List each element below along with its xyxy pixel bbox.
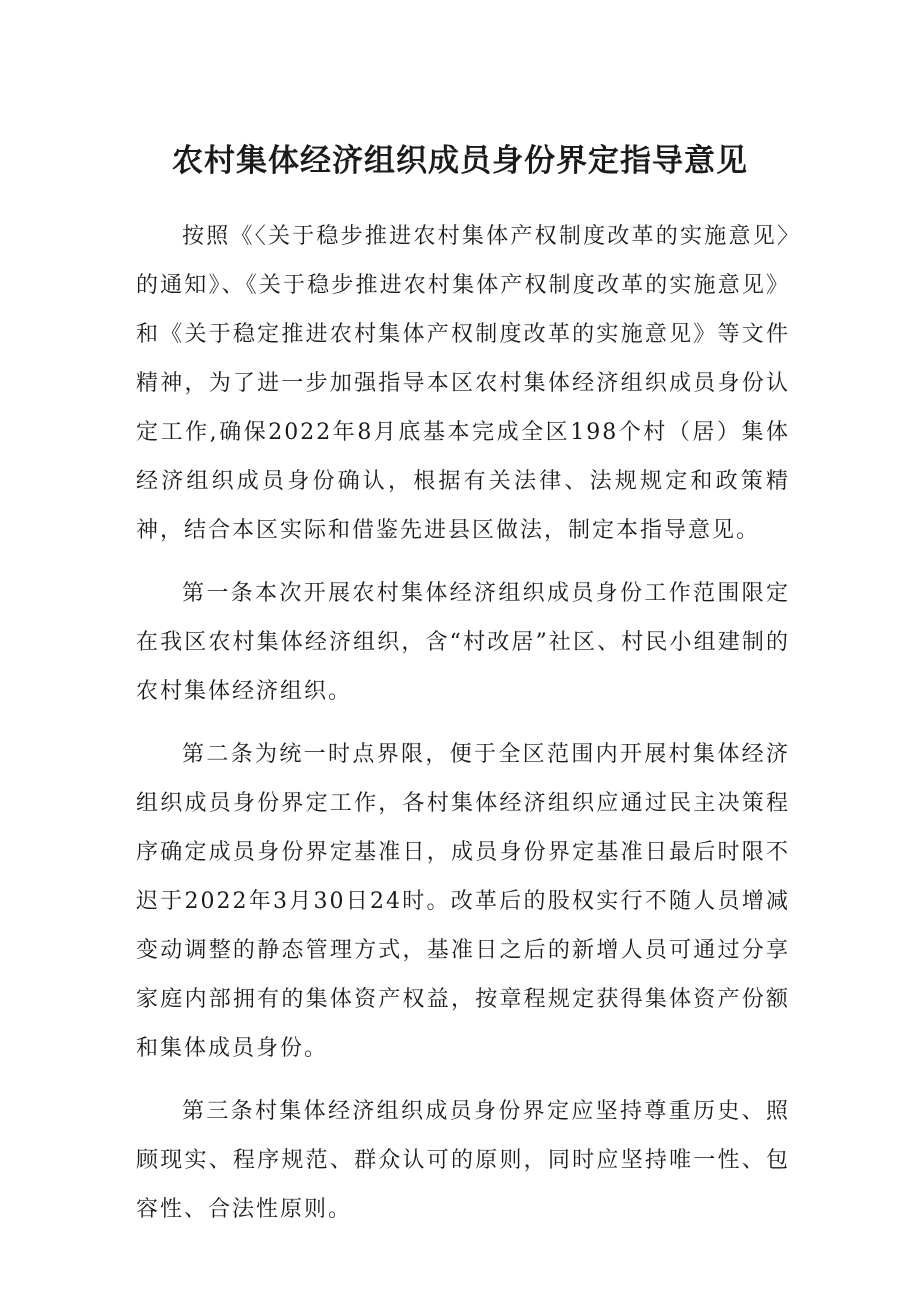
document-title: 农村集体经济组织成员身份界定指导意见: [172, 143, 748, 179]
paragraph-article-1: 第一条本次开展农村集体经济组织成员身份工作范围限定在我区农村集体经济组织，含“村改居”社区、村民小组建制的农村集体经济组织。: [136, 581, 790, 704]
paragraph-intro: 按照《〈关于稳步推进农村集体产权制度改革的实施意见〉的通知》、《关于稳步推进农村集体产权制度改革的实施意见》和《关于稳定推进农村集体产权制度改革的实施意见》等文件精神，为了进一步加强指导本区农村集体经济组织成员身份认定工作,确保2022年8月底基本完成全区198个村（居）集体经济组织成员身份确认，根据有关法律、法规规定和政策精神，结合本区实际和借鉴先进县区做法，制定本指导意见。: [136, 224, 790, 543]
document-body: [136, 212, 790, 1248]
paragraph-article-3: 第三条村集体经济组织成员身份界定应坚持尊重历史、照顾现实、程序规范、群众认可的原则，同时应坚持唯一性、包容性、合法性原则。: [136, 1099, 790, 1222]
paragraph-article-2: 第二条为统一时点界限，便于全区范围内开展村集体经济组织成员身份界定工作，各村集体经济组织应通过民主决策程序确定成员身份界定基准日，成员身份界定基准日最后时限不迟于2022年3月30日24时。改革后的股权实行不随人员增减变动调整的静态管理方式，基准日之后的新增人员可通过分享家庭内部拥有的集体资产权益，按章程规定获得集体资产份额和集体成员身份。: [136, 742, 790, 1061]
